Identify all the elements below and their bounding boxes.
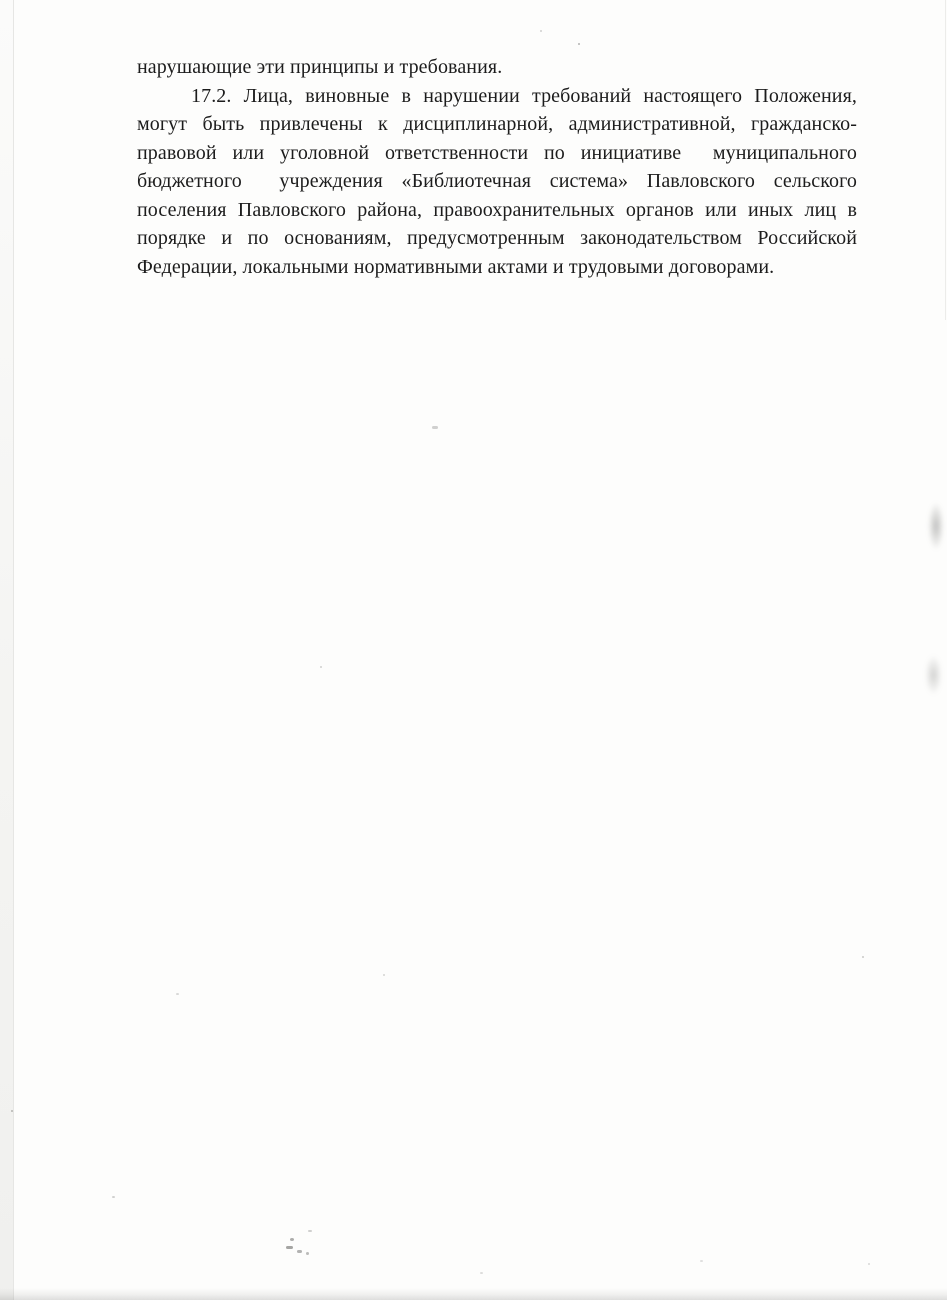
text-line: порядке и по основаниям, предусмотренным законодательством Российской [137, 227, 857, 249]
scan-speck-artifact [320, 666, 322, 668]
scan-speck-artifact [480, 1272, 483, 1274]
scan-smudge-artifact [928, 502, 944, 550]
scan-pencil-mark-artifact [306, 1252, 309, 1255]
scan-speck-artifact [700, 1260, 703, 1262]
scan-speck-artifact [540, 30, 542, 32]
scan-left-edge-artifact [0, 0, 14, 1300]
text-line: могут быть привлечены к дисциплинарной, административной, гражданско- [137, 113, 857, 135]
scan-right-edge-artifact [945, 0, 946, 320]
text-line: 17.2. Лица, виновные в нарушении требований настоящего Положения, [191, 84, 857, 107]
scan-pencil-mark-artifact [290, 1238, 294, 1241]
scan-pencil-mark-artifact [286, 1246, 293, 1249]
text-line: бюджетного учреждения «Библиотечная система» Павловского сельского [137, 170, 857, 192]
text-line: нарушающие эти принципы и требования. [137, 56, 503, 78]
text-line: правовой или уголовной ответственности по инициативе муниципального [137, 141, 857, 164]
scan-speck-artifact [383, 974, 385, 976]
scan-bottom-shadow-artifact [0, 1288, 947, 1300]
body-text-paragraph [137, 53, 857, 281]
scan-speck-artifact [862, 956, 864, 958]
scan-speck-artifact [578, 43, 580, 45]
scan-pencil-mark-artifact [308, 1230, 312, 1232]
scan-speck-artifact [11, 1110, 13, 1112]
text-line: Федерации, локальными нормативными актами и трудовыми договорами. [137, 255, 775, 278]
scan-pencil-mark-artifact [297, 1250, 302, 1253]
scan-speck-artifact [176, 993, 179, 995]
text-line: поселения Павловского района, правоохранительных органов или иных лиц в [137, 198, 857, 221]
scan-speck-artifact [112, 1196, 115, 1198]
scan-speck-artifact [432, 426, 438, 429]
scan-smudge-artifact [925, 655, 942, 695]
scan-speck-artifact [868, 1263, 870, 1265]
